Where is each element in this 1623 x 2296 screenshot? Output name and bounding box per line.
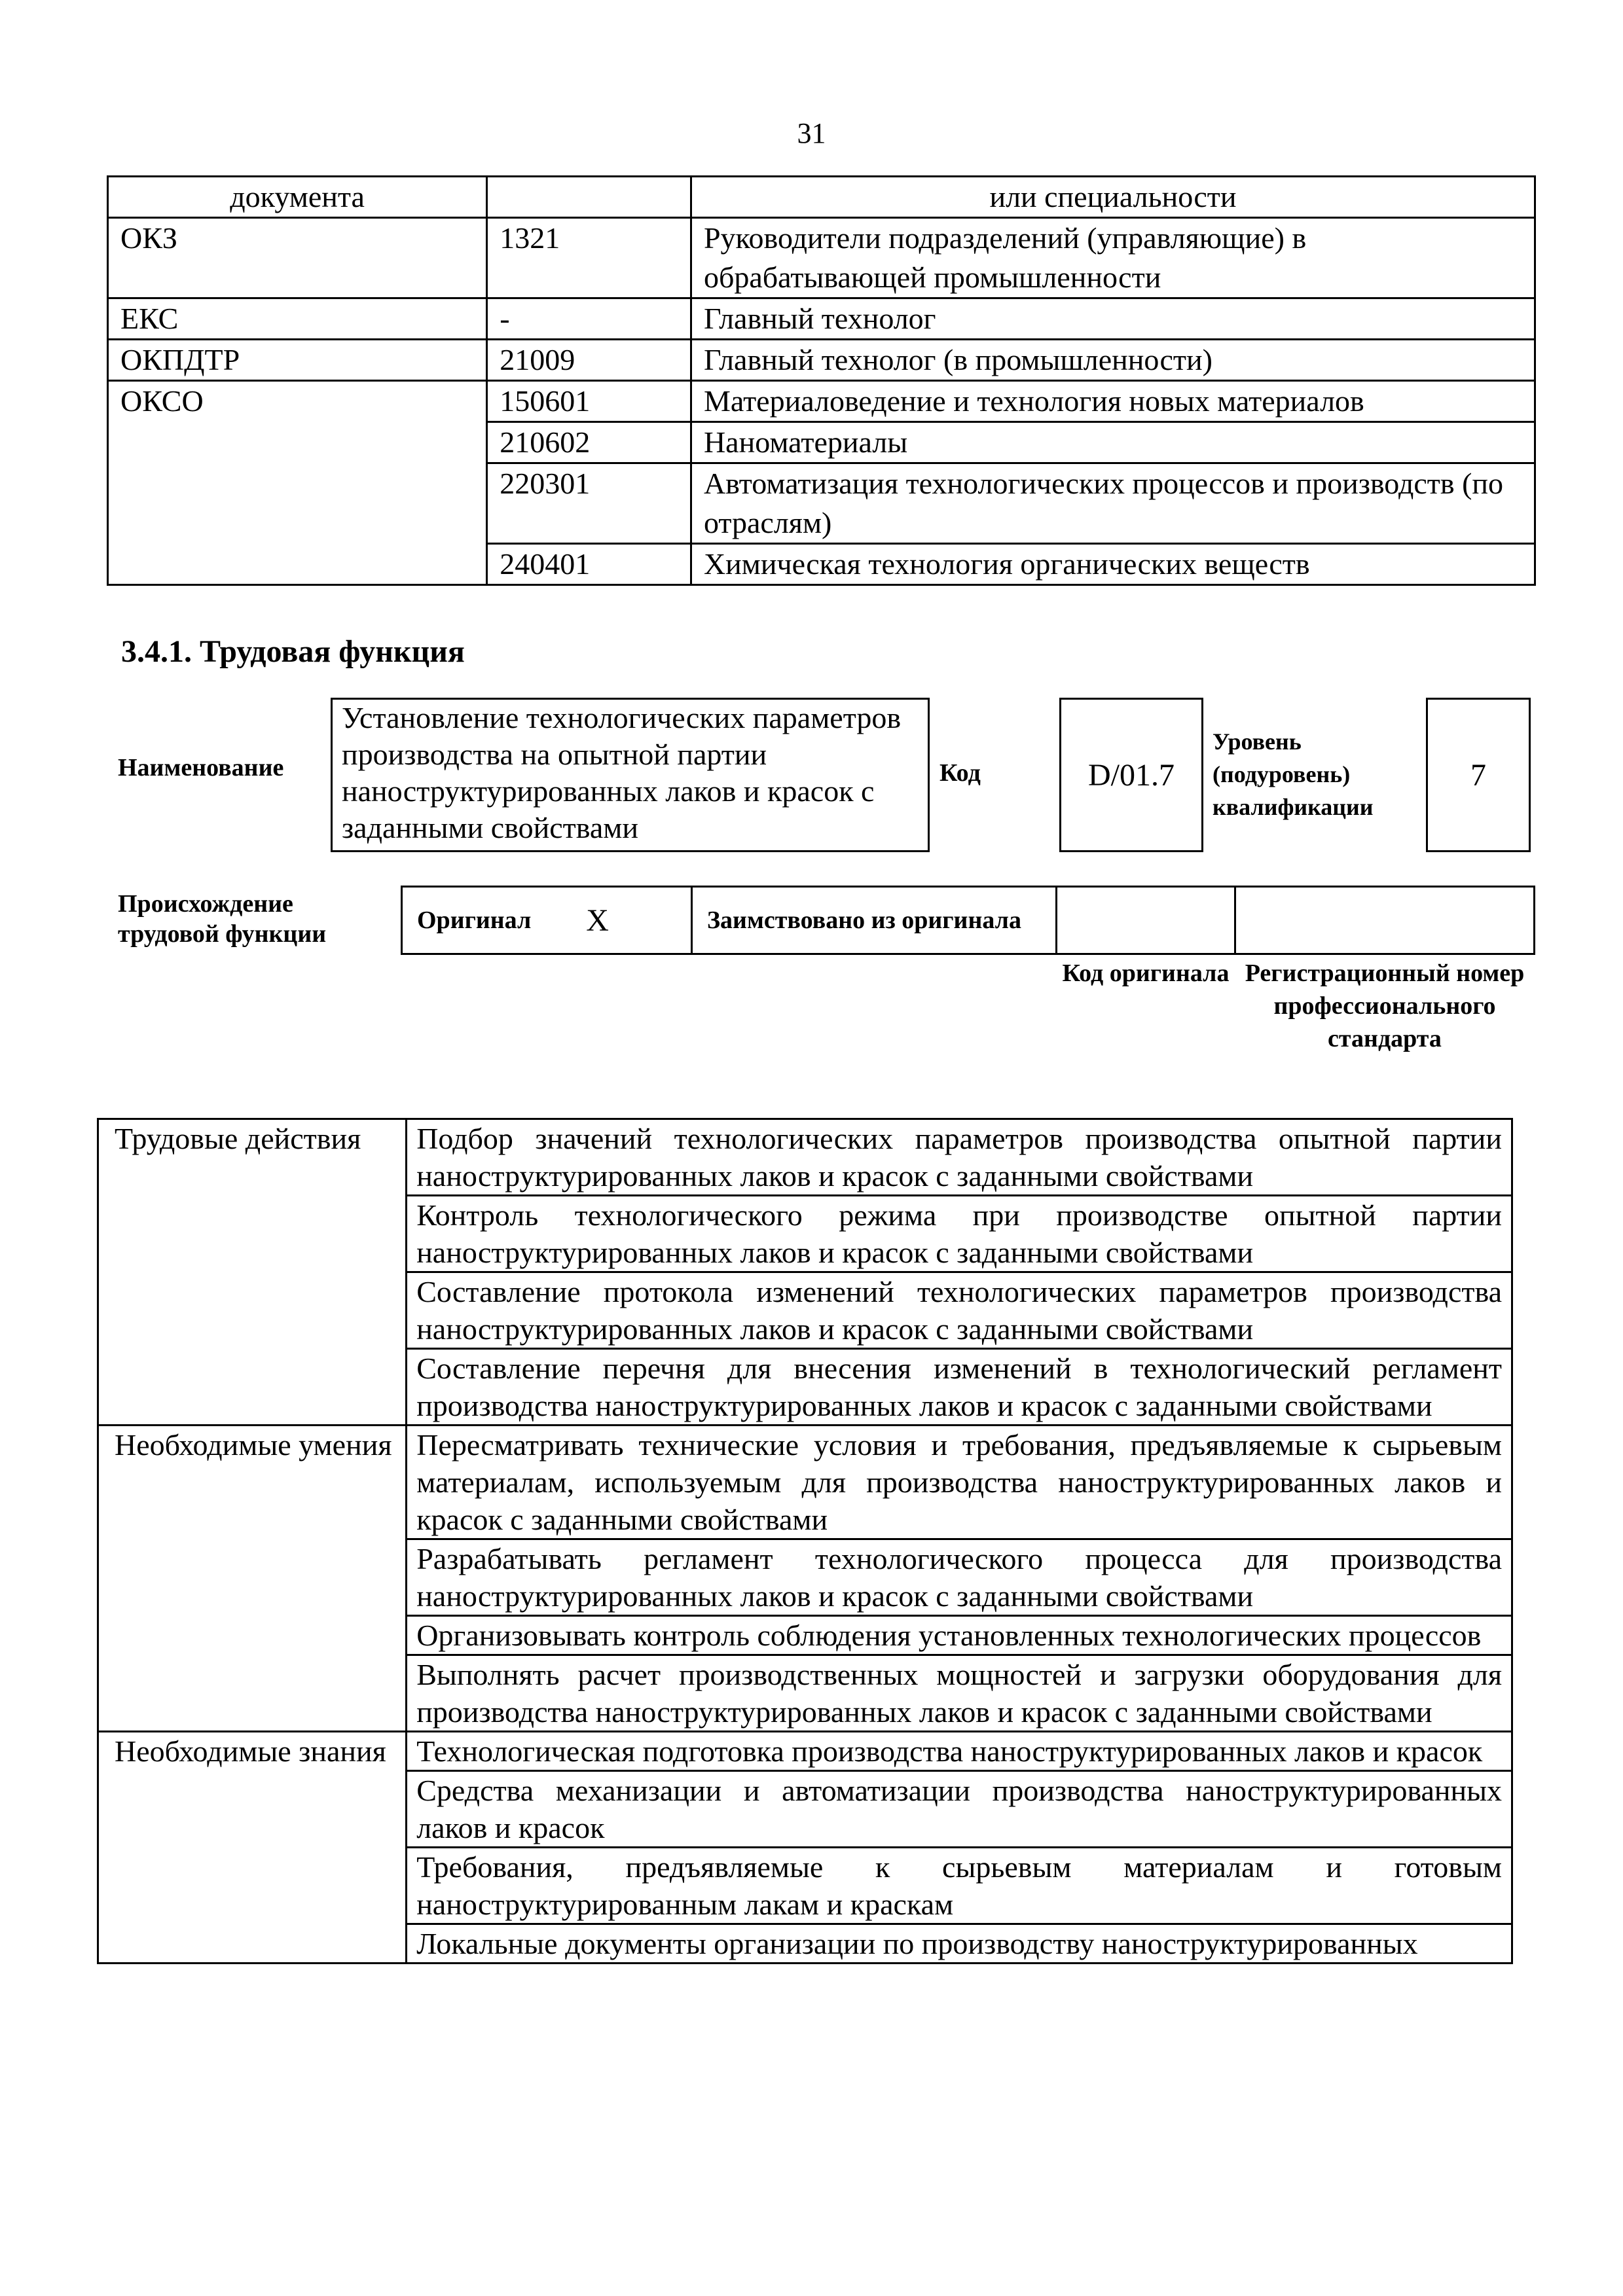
action-item: Составление протокола изменений технологических параметров производства наноструктурированных лаков и красок с заданными свойствами bbox=[407, 1272, 1512, 1349]
origin-original-cell bbox=[401, 886, 693, 955]
action-item: Контроль технологического режима при производстве опытной партии наноструктурированных лаков и красок с заданными свойствами bbox=[407, 1196, 1512, 1272]
knowledge-label: Необходимые знания bbox=[98, 1732, 407, 1964]
code-cell: - bbox=[487, 298, 691, 340]
doc-cell: ОКЗ bbox=[108, 218, 487, 298]
section-title: 3.4.1. Трудовая функция bbox=[121, 634, 465, 669]
doc-cell: ОКПДТР bbox=[108, 340, 487, 381]
table-row bbox=[108, 298, 1535, 340]
code-cell: 240401 bbox=[487, 544, 691, 585]
level-label: Уровень (подуровень) квалификации bbox=[1213, 728, 1374, 820]
name-cell: Главный технолог bbox=[691, 298, 1535, 340]
code-cell: 150601 bbox=[487, 381, 691, 422]
original-mark: X bbox=[586, 903, 609, 938]
name-cell: Химическая технология органических веществ bbox=[691, 544, 1535, 585]
header-name: или специальности bbox=[691, 177, 1535, 218]
reg-number-caption: Регистрационный номер профессионального стандарта bbox=[1245, 960, 1525, 1052]
knowledge-item: Локальные документы организации по производству наноструктурированных bbox=[407, 1924, 1512, 1964]
action-item: Подбор значений технологических параметров производства опытной партии наноструктурированных лаков и красок с заданными свойствами bbox=[407, 1119, 1512, 1196]
table-row bbox=[98, 1732, 1512, 1771]
skills-label: Необходимые умения bbox=[98, 1426, 407, 1732]
level-value: 7 bbox=[1470, 757, 1486, 793]
code-cell: 21009 bbox=[487, 340, 691, 381]
classifier-table bbox=[107, 175, 1536, 586]
knowledge-item: Средства механизации и автоматизации производства наноструктурированных лаков и красок bbox=[407, 1771, 1512, 1848]
origin-row bbox=[401, 886, 1535, 955]
skill-item: Выполнять расчет производственных мощностей и загрузки оборудования для производства наноструктурированных лаков и красок с заданными свойствами bbox=[407, 1655, 1512, 1732]
doc-cell: ОКСО bbox=[108, 381, 487, 585]
level-box bbox=[1426, 698, 1531, 852]
name-label: Наименование bbox=[118, 754, 284, 781]
doc-cell: ЕКС bbox=[108, 298, 487, 340]
function-code: D/01.7 bbox=[1088, 757, 1175, 793]
origin-borrowed-cell bbox=[691, 886, 1057, 955]
code-cell: 1321 bbox=[487, 218, 691, 298]
function-name-box bbox=[331, 698, 930, 852]
code-original-caption: Код оригинала bbox=[1062, 960, 1230, 987]
function-details-table bbox=[97, 1118, 1513, 1964]
function-code-box bbox=[1059, 698, 1203, 852]
name-cell: Материаловедение и технология новых материалов bbox=[691, 381, 1535, 422]
function-name: Установление технологических параметров производства на опытной партии наноструктурированных лаков и красок с заданными свойствами bbox=[342, 701, 902, 844]
header-code bbox=[487, 177, 691, 218]
table-row bbox=[98, 1119, 1512, 1196]
code-cell: 220301 bbox=[487, 463, 691, 544]
actions-label: Трудовые действия bbox=[98, 1119, 407, 1426]
skill-item: Пересматривать технические условия и требования, предъявляемые к сырьевым материалам, используемым для производства наноструктурированных лаков и красок с заданными свойствами bbox=[407, 1426, 1512, 1539]
knowledge-item: Технологическая подготовка производства наноструктурированных лаков и красок bbox=[407, 1732, 1512, 1771]
origin-code-cell bbox=[1055, 886, 1236, 955]
skill-item: Разрабатывать регламент технологического процесса для производства наноструктурированных лаков и красок с заданными свойствами bbox=[407, 1539, 1512, 1616]
origin-label: Происхождение трудовой функции bbox=[118, 890, 327, 948]
name-cell: Руководители подразделений (управляющие) в обрабатывающей промышленности bbox=[691, 218, 1535, 298]
skill-item: Организовывать контроль соблюдения установленных технологических процессов bbox=[407, 1616, 1512, 1655]
action-item: Составление перечня для внесения изменений в технологический регламент производства наноструктурированных лаков и красок с заданными свойствами bbox=[407, 1349, 1512, 1426]
table-row bbox=[108, 381, 1535, 422]
code-cell: 210602 bbox=[487, 422, 691, 463]
knowledge-item: Требования, предъявляемые к сырьевым материалам и готовым наноструктурированным лакам и краскам bbox=[407, 1848, 1512, 1924]
table-row bbox=[108, 340, 1535, 381]
name-cell: Наноматериалы bbox=[691, 422, 1535, 463]
borrowed-label: Заимствовано из оригинала bbox=[707, 906, 1021, 934]
name-cell: Главный технолог (в промышленности) bbox=[691, 340, 1535, 381]
page-number: 31 bbox=[797, 117, 826, 149]
original-label: Оригинал bbox=[417, 906, 532, 934]
code-label: Код bbox=[939, 759, 981, 787]
table-header-row bbox=[108, 177, 1535, 218]
origin-reg-cell bbox=[1234, 886, 1535, 955]
name-cell: Автоматизация технологических процессов и производств (по отраслям) bbox=[691, 463, 1535, 544]
table-row bbox=[98, 1426, 1512, 1539]
table-row bbox=[108, 218, 1535, 298]
header-document: документа bbox=[108, 177, 487, 218]
